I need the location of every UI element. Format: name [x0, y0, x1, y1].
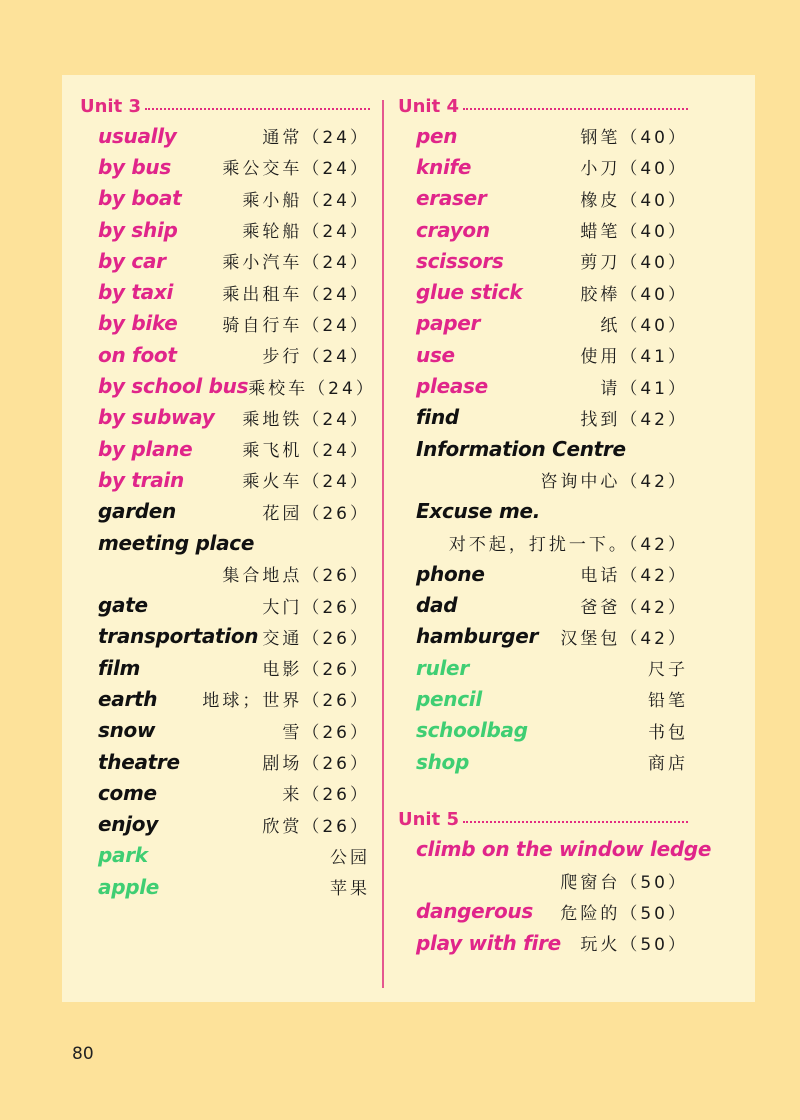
vocab-row [398, 433, 688, 464]
vocab-row [398, 151, 688, 182]
chinese-meaning: 纸（40） [600, 315, 688, 336]
vocab-row [398, 833, 712, 864]
english-word: come [98, 780, 157, 805]
vocab-row [80, 464, 370, 495]
vocab-row [398, 245, 688, 276]
english-word: climb on the window ledge [416, 836, 712, 861]
chinese-meaning: 通常（24） [262, 128, 370, 149]
vocab-row [80, 777, 370, 808]
english-word: ruler [416, 655, 469, 680]
english-word: Excuse me. [416, 499, 541, 524]
chinese-meaning: 汉堡包（42） [560, 628, 688, 649]
chinese-meaning: 乘火车（24） [242, 472, 370, 493]
chinese-meaning: 乘公交车（24） [222, 159, 370, 180]
vocab-row [80, 558, 370, 589]
vocab-row [398, 464, 688, 495]
english-word: transportation [98, 624, 259, 649]
chinese-meaning: 商店 [648, 754, 688, 775]
chinese-meaning: 步行（24） [262, 347, 370, 368]
chinese-meaning: 地球；世界（26） [202, 691, 370, 712]
vocab-row [398, 402, 688, 433]
chinese-meaning: 咨询中心（42） [540, 472, 688, 493]
vocab-row [80, 308, 370, 339]
chinese-meaning: 乘小船（24） [242, 190, 370, 211]
chinese-meaning: 蜡笔（40） [580, 222, 688, 243]
vocab-row [398, 308, 688, 339]
unit-title: Unit 4 [398, 95, 459, 117]
chinese-meaning: 集合地点（26） [222, 566, 370, 587]
english-word: snow [98, 718, 156, 743]
chinese-meaning: 乘出租车（24） [222, 284, 370, 305]
chinese-meaning: 苹果 [330, 879, 370, 900]
chinese-meaning: 找到（42） [580, 409, 688, 430]
chinese-meaning: 电话（42） [580, 566, 688, 587]
english-word: play with fire [416, 930, 561, 955]
dotted-leader [145, 108, 370, 110]
english-word: shop [416, 749, 469, 774]
unit-title: Unit 3 [80, 95, 141, 117]
english-word: dad [416, 593, 458, 618]
chinese-meaning: 尺子 [648, 660, 688, 681]
chinese-meaning: 橡皮（40） [580, 190, 688, 211]
vocab-row [80, 276, 370, 307]
english-word: meeting place [98, 530, 255, 555]
chinese-meaning: 剪刀（40） [580, 253, 688, 274]
english-word: use [416, 342, 455, 367]
english-word: find [416, 405, 459, 430]
vocab-row [398, 339, 688, 370]
chinese-meaning: 雪（26） [282, 722, 370, 743]
vocab-row [398, 896, 688, 927]
english-word: by bus [98, 154, 171, 179]
chinese-meaning: 来（26） [282, 785, 370, 806]
unit-4-heading [398, 92, 688, 120]
chinese-meaning: 欣赏（26） [262, 816, 370, 837]
vocab-row [80, 746, 370, 777]
vocab-row [398, 276, 688, 307]
vocab-row [80, 433, 370, 464]
english-word: glue stick [416, 280, 523, 305]
dotted-leader [463, 821, 688, 823]
chinese-meaning: 乘校车（24） [248, 378, 376, 399]
column-left [80, 92, 376, 902]
english-word: by ship [98, 217, 178, 242]
vocab-row [80, 370, 376, 401]
english-word: please [416, 374, 488, 399]
vocab-row [398, 370, 688, 401]
english-word: gate [98, 593, 148, 618]
unit-3-heading [80, 92, 370, 120]
english-word: enjoy [98, 812, 158, 837]
vocab-row [80, 339, 370, 370]
vocab-row [398, 715, 688, 746]
chinese-meaning: 乘小汽车（24） [222, 253, 370, 274]
english-word: on foot [98, 342, 177, 367]
unit-spacer [398, 777, 688, 805]
vocab-row [80, 840, 370, 871]
english-word: by car [98, 248, 166, 273]
english-word: knife [416, 154, 472, 179]
english-word: pencil [416, 686, 482, 711]
vocab-row [398, 652, 688, 683]
vocab-row [398, 120, 688, 151]
english-word: by boat [98, 186, 182, 211]
chinese-meaning: 胶棒（40） [580, 284, 688, 305]
chinese-meaning: 电影（26） [262, 660, 370, 681]
chinese-meaning: 对不起，打扰一下。（42） [448, 535, 688, 555]
english-word: paper [416, 311, 481, 336]
vocab-row [398, 865, 688, 896]
english-word: by taxi [98, 280, 174, 305]
dotted-leader [463, 108, 688, 110]
vocab-row [80, 589, 370, 620]
english-word: crayon [416, 217, 490, 242]
english-word: phone [416, 561, 485, 586]
vocab-row [80, 621, 370, 652]
english-word: Information Centre [416, 436, 626, 461]
chinese-meaning: 乘轮船（24） [242, 222, 370, 243]
chinese-meaning: 玩火（50） [580, 935, 688, 956]
chinese-meaning: 大门（26） [262, 597, 370, 618]
page-number: 80 [72, 1044, 94, 1064]
vocab-row [80, 245, 370, 276]
english-word: scissors [416, 248, 504, 273]
unit-5-word-list [398, 833, 712, 958]
english-word: by school bus [98, 374, 249, 399]
chinese-meaning: 铅笔 [648, 691, 688, 712]
chinese-meaning: 乘地铁（24） [242, 409, 370, 430]
chinese-meaning: 花园（26） [262, 503, 370, 524]
chinese-meaning: 剧场（26） [262, 754, 370, 775]
english-word: eraser [416, 186, 487, 211]
english-word: by bike [98, 311, 178, 336]
english-word: schoolbag [416, 718, 528, 743]
english-word: dangerous [416, 899, 533, 924]
vocab-row [398, 589, 688, 620]
vocab-row [398, 183, 688, 214]
vocab-row [80, 715, 370, 746]
chinese-meaning: 请（41） [600, 378, 688, 399]
vocab-row [398, 496, 688, 527]
column-divider [382, 100, 384, 988]
english-word: usually [98, 123, 177, 148]
unit-title: Unit 5 [398, 808, 459, 830]
vocab-row [80, 496, 370, 527]
english-word: park [98, 843, 148, 868]
chinese-meaning: 书包 [648, 722, 688, 743]
vocab-row [398, 746, 688, 777]
chinese-meaning: 爸爸（42） [580, 597, 688, 618]
vocab-row [398, 214, 688, 245]
english-word: apple [98, 874, 160, 899]
chinese-meaning: 公园 [330, 847, 370, 868]
chinese-meaning: 交通（26） [262, 628, 370, 649]
chinese-meaning: 小刀（40） [580, 159, 688, 180]
vocab-row [80, 652, 370, 683]
vocab-row [398, 558, 688, 589]
vocab-row [80, 871, 370, 902]
chinese-meaning: 骑自行车（24） [222, 315, 370, 336]
english-word: pen [416, 123, 458, 148]
chinese-meaning: 爬窗台（50） [560, 872, 688, 893]
chinese-meaning: 使用（41） [580, 347, 688, 368]
vocab-row [398, 927, 688, 958]
english-word: film [98, 655, 141, 680]
english-word: earth [98, 686, 158, 711]
vocab-row [80, 402, 370, 433]
english-word: theatre [98, 749, 180, 774]
english-word: hamburger [416, 624, 539, 649]
english-word: by plane [98, 436, 193, 461]
vocab-row [80, 183, 370, 214]
vocab-row [398, 683, 688, 714]
unit-3-word-list [80, 120, 376, 902]
vocab-row [80, 683, 370, 714]
chinese-meaning: 乘飞机（24） [242, 441, 370, 462]
vocab-row [80, 120, 370, 151]
vocab-row [80, 809, 370, 840]
column-right [398, 92, 712, 958]
chinese-meaning: 危险的（50） [560, 903, 688, 924]
vocab-row [80, 214, 370, 245]
chinese-meaning: 钢笔（40） [580, 128, 688, 149]
unit-5-heading [398, 805, 688, 833]
english-word: by train [98, 467, 184, 492]
vocab-row [80, 151, 370, 182]
unit-4-word-list [398, 120, 688, 777]
vocab-row [398, 621, 688, 652]
vocab-row [398, 527, 688, 558]
vocab-row [80, 527, 370, 558]
english-word: by subway [98, 405, 215, 430]
english-word: garden [98, 499, 176, 524]
